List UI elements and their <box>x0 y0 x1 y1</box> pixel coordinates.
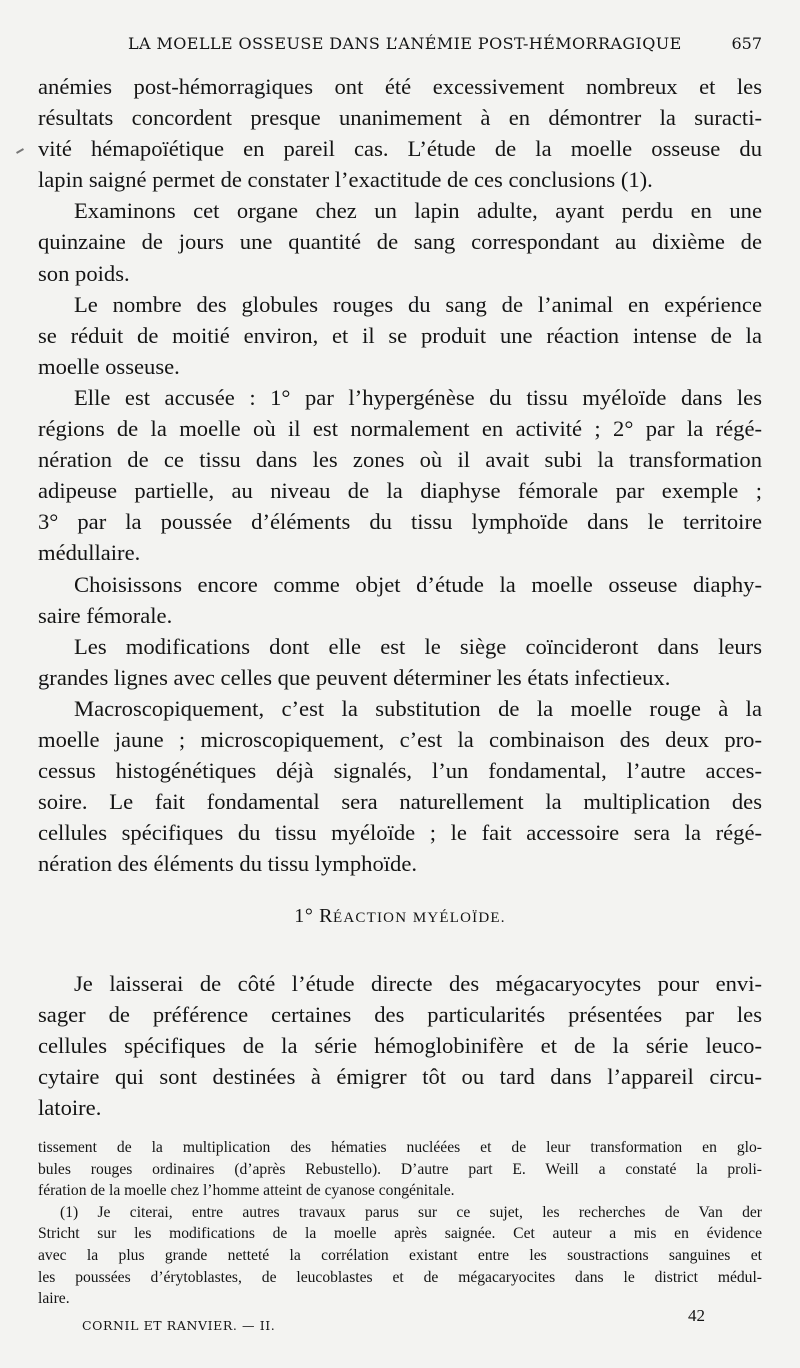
text-line: saire fémorale. <box>38 602 173 628</box>
heading-number: 1° <box>294 905 314 927</box>
text-line: anémies post-hémorragiques ont été excessivement nombreux et les <box>38 74 762 99</box>
text-line: quinzaine de jours une quantité de sang correspondant au dixième de <box>38 229 762 255</box>
text-line: soire. Le fait fondamental sera naturellement la multiplication des <box>38 789 762 815</box>
footnote-line: laire. <box>38 1290 70 1308</box>
text-line: 3° par la poussée d’éléments du tissu lymphoïde dans le territoire <box>38 509 762 535</box>
page-number: 657 <box>731 34 762 53</box>
footnote-line: Stricht sur les modifications de la moelle après saignée. Cet auteur a mis en évidence <box>38 1225 762 1243</box>
running-head <box>38 34 762 56</box>
text-line: Examinons cet organe chez un lapin adulte, ayant perdu en une <box>74 198 762 224</box>
section-heading <box>38 905 762 928</box>
text-line: médullaire. <box>38 540 141 566</box>
text-line: sager de préférence certaines des particularités présentées par les <box>38 1002 762 1028</box>
heading-word-2: MYÉLOÏDE. <box>412 910 506 926</box>
text-line: se réduit de moitié environ, et il se produit une réaction intense de la <box>38 322 762 348</box>
footnotes <box>38 1137 762 1310</box>
section-text <box>38 968 762 1123</box>
text-line: Choisissons encore comme objet d’étude la moelle osseuse diaphy- <box>74 571 762 597</box>
footnote-line: tissement de la multiplication des hématies nucléées et de leur transformation en glo- <box>38 1139 762 1156</box>
footnote-line: (1) Je citerai, entre autres travaux parus sur ce sujet, les recherches de Van der <box>60 1203 762 1221</box>
text-line: nération de ce tissu dans les zones où il avait subi la transformation <box>38 447 762 473</box>
text-line: son poids. <box>38 260 130 286</box>
body-text <box>38 71 762 879</box>
text-line: Macroscopiquement, c’est la substitution de la moelle rouge à la <box>74 695 762 721</box>
heading-word-rest: ÉACTION <box>333 910 408 926</box>
stray-ink-mark <box>16 148 24 154</box>
footnote-line: avec la plus grande netteté la corrélation existant entre les soustractions sanguines et <box>38 1246 762 1264</box>
running-title: LA MOELLE OSSEUSE DANS L’ANÉMIE POST-HÉMORRAGIQUE <box>128 34 682 53</box>
heading-initial: R <box>319 905 334 927</box>
text-line: adipeuse partielle, au niveau de la diaphyse fémorale par exemple ; <box>38 478 762 504</box>
text-line: grandes lignes avec celles que peuvent déterminer les états infectieux. <box>38 664 671 690</box>
printer-signature: CORNIL ET RANVIER. — II. <box>82 1318 276 1333</box>
text-line: Elle est accusée : 1° par l’hypergénèse du tissu myéloïde dans les <box>74 384 762 410</box>
heading-word <box>319 905 407 927</box>
text-line: latoire. <box>38 1095 102 1121</box>
text-line: lapin saigné permet de constater l’exactitude de ces conclusions (1). <box>38 167 653 193</box>
text-line: Je laisserai de côté l’étude directe des mégacaryocytes pour envi- <box>74 971 762 996</box>
text-line: moelle jaune ; microscopiquement, c’est la combinaison des deux pro- <box>38 726 762 752</box>
sheet-number: 42 <box>688 1306 705 1325</box>
text-line: moelle osseuse. <box>38 353 180 379</box>
footnote-line: bules rouges ordinaires (d’après Rebustello). D’autre part E. Weill a constaté la proli- <box>38 1160 762 1178</box>
text-line: cellules spécifiques du tissu myéloïde ; le fait accessoire sera la régé- <box>38 820 762 846</box>
text-line: vité hémapoïétique en pareil cas. L’étude de la moelle osseuse du <box>38 136 762 162</box>
text-line: résultats concordent presque unanimement à en démontrer la suracti- <box>38 105 762 131</box>
text-line: régions de la moelle où il est normalement en activité ; 2° par la régé- <box>38 416 762 442</box>
footnote-line: fération de la moelle chez l’homme atteint de cyanose congénitale. <box>38 1182 455 1200</box>
text-line: Le nombre des globules rouges du sang de l’animal en expérience <box>74 291 762 317</box>
text-line: Les modifications dont elle est le siège coïncideront dans leurs <box>74 633 762 659</box>
text-line: cytaire qui sont destinées à émigrer tôt ou tard dans l’appareil circu- <box>38 1064 762 1090</box>
text-line: nération des éléments du tissu lymphoïde. <box>38 851 418 877</box>
text-line: cellules spécifiques de la série hémoglobinifère et de la série leuco- <box>38 1033 762 1059</box>
footnote-line: les poussées d’érytoblastes, de leucoblastes et de mégacaryocites dans le district médul- <box>38 1268 762 1286</box>
text-line: cessus histogénétiques déjà signalés, l’un fondamental, l’autre acces- <box>38 758 762 784</box>
